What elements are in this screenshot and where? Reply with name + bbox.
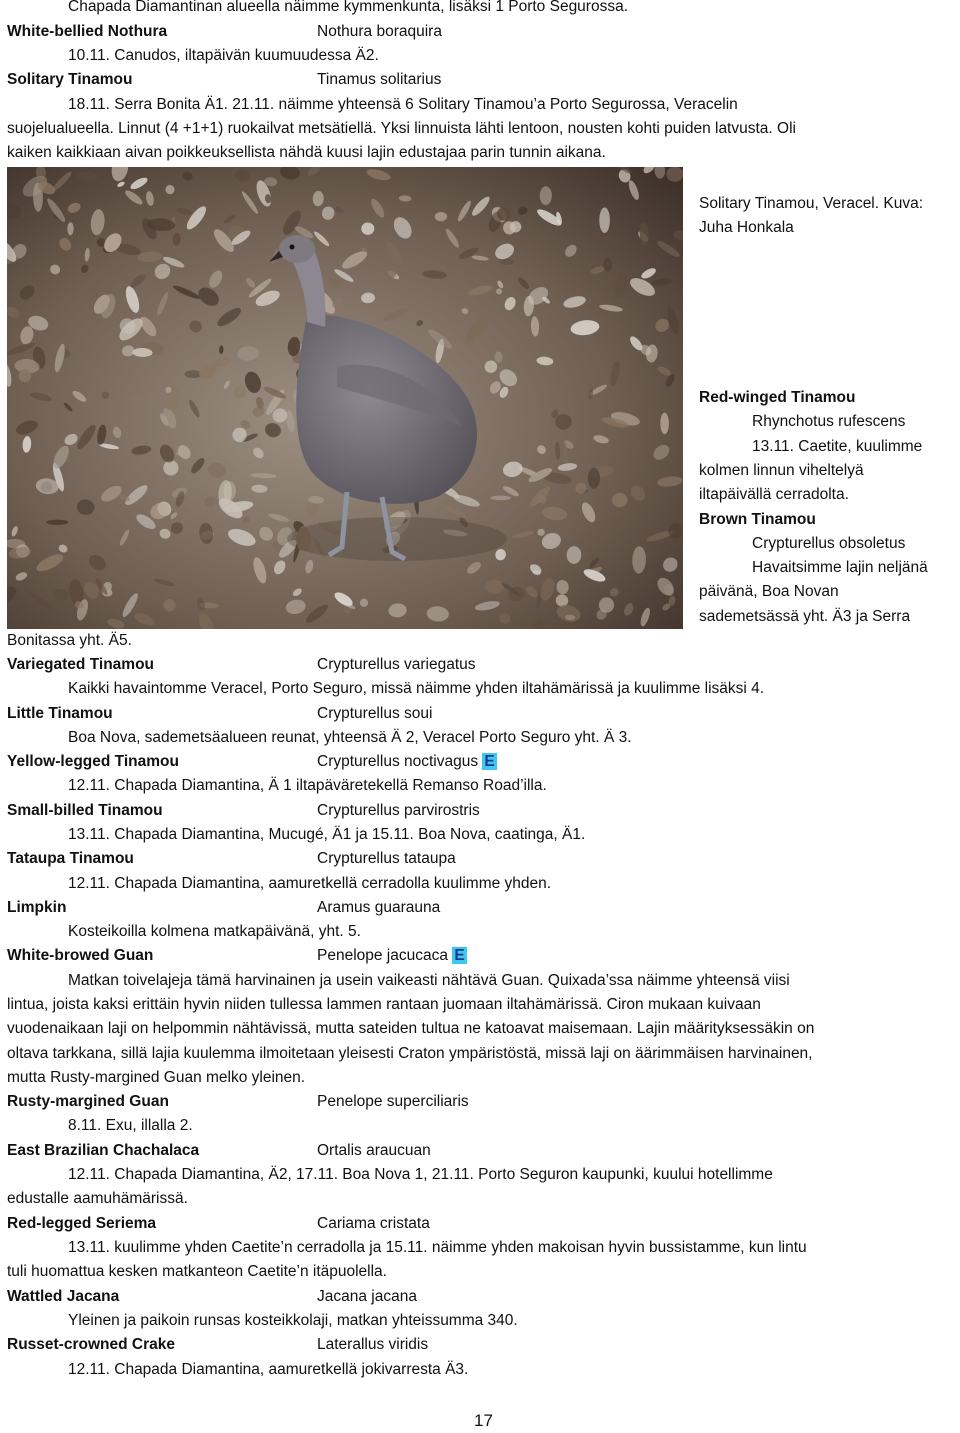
species-note: kaiken kaikkiaan aivan poikkeuksellista nähdä kuusi lajin edustajaa parin tunnin aikana.	[7, 144, 606, 161]
species-sci: Crypturellus parvirostris	[317, 802, 480, 819]
species-name: Small-billed Tinamou	[7, 802, 163, 819]
species-name: White-bellied Nothura	[7, 23, 168, 40]
species-note: vuodenaikaan laji on helpommin nähtävissä, mutta sateiden tultua ne katoavat maisemaan. Lajin määrityksessäkin on	[7, 1020, 815, 1037]
species-name: Rusty-margined Guan	[7, 1093, 169, 1110]
species-note: 13.11. Chapada Diamantina, Mucugé, Ä1 ja 15.11. Boa Nova, caatinga, Ä1.	[68, 826, 586, 843]
species-name: Solitary Tinamou	[7, 71, 133, 88]
species-note: 13.11. kuulimme yhden Caetite’n cerradolla ja 15.11. näimme yhden makoisan hyvin bussistamme, kun lintu	[68, 1239, 807, 1256]
photo-caption: Juha Honkala	[699, 219, 794, 236]
species-note: lintua, joista kaksi erittäin hyvin niiden tullessa lammen rantaan juomaan iltahämärissä. Ciron mukaan kuivaan	[7, 996, 761, 1013]
intro-line: Chapada Diamantinan alueella näimme kymmenkunta, lisäksi 1 Porto Segurossa.	[68, 0, 629, 15]
species-note: mutta Rusty-margined Guan melko yleinen.	[7, 1069, 306, 1086]
species-sci: Tinamus solitarius	[317, 71, 442, 88]
species-sci: Crypturellus obsoletus	[752, 535, 906, 552]
species-name: Variegated Tinamou	[7, 656, 155, 673]
species-name: Red-winged Tinamou	[699, 389, 856, 406]
page-number: 17	[474, 1411, 493, 1430]
species-note: 12.11. Chapada Diamantina, aamuretkellä jokivarresta Ä3.	[68, 1361, 469, 1378]
species-sci: Penelope jacucaca E	[317, 947, 465, 964]
species-sci: Cariama cristata	[317, 1215, 430, 1232]
species-note: tuli huomattua kesken matkanteon Caetite’n itäpuolella.	[7, 1263, 387, 1280]
species-note: suojelualueella. Linnut (4 +1+1) ruokailvat metsätiellä. Yksi linnuista lähti lentoon, nousten kohti puiden latvusta. Oli	[7, 120, 796, 137]
species-note: kolmen linnun viheltelyä	[699, 462, 864, 479]
bird-photo	[7, 167, 683, 629]
species-note: edustalle aamuhämärissä.	[7, 1190, 188, 1207]
species-name: White-browed Guan	[7, 947, 154, 964]
species-note: sademetsässä yht. Ä3 ja Serra	[699, 608, 911, 625]
species-note: Bonitassa yht. Ä5.	[7, 632, 132, 649]
species-name: Russet-crowned Crake	[7, 1336, 175, 1353]
species-sci: Aramus guarauna	[317, 899, 441, 916]
species-note: oltava tarkkana, sillä lajia kuulemma ilmoitetaan yleisesti Craton ympäristöstä, missä laji on äärimmäisen harvinainen,	[7, 1045, 813, 1062]
species-sci: Crypturellus noctivagus E	[317, 753, 495, 770]
solitary-tinamou-photo	[7, 167, 683, 629]
species-name: Limpkin	[7, 899, 67, 916]
species-name: Little Tinamou	[7, 705, 113, 722]
species-name: Wattled Jacana	[7, 1288, 120, 1305]
species-note: 8.11. Exu, illalla 2.	[68, 1117, 193, 1134]
species-note: Yleinen ja paikoin runsas kosteikkolaji, matkan yhteissumma 340.	[68, 1312, 518, 1329]
species-note: Boa Nova, sademetsäalueen reunat, yhteensä Ä 2, Veracel Porto Seguro yht. Ä 3.	[68, 729, 632, 746]
endemic-badge: E	[454, 947, 465, 964]
species-sci: Crypturellus variegatus	[317, 656, 476, 673]
species-name: Brown Tinamou	[699, 511, 816, 528]
species-note: Kaikki havaintomme Veracel, Porto Seguro, missä näimme yhden iltahämärissä ja kuulimme lisäksi 4.	[68, 680, 765, 697]
species-note: 10.11. Canudos, iltapäivän kuumuudessa Ä2.	[68, 47, 379, 64]
species-note: 18.11. Serra Bonita Ä1. 21.11. näimme yhteensä 6 Solitary Tinamou’a Porto Segurossa, Veracelin	[68, 96, 738, 113]
species-sci: Crypturellus soui	[317, 705, 433, 722]
species-sci: Nothura boraquira	[317, 23, 442, 40]
species-note: päivänä, Boa Novan	[699, 583, 839, 600]
species-name: East Brazilian Chachalaca	[7, 1142, 200, 1159]
species-note: 12.11. Chapada Diamantina, aamuretkellä cerradolla kuulimme yhden.	[68, 875, 552, 892]
species-sci: Crypturellus tataupa	[317, 850, 456, 867]
species-sci: Ortalis araucuan	[317, 1142, 431, 1159]
species-name: Yellow-legged Tinamou	[7, 753, 179, 770]
species-note: 12.11. Chapada Diamantina, Ä 1 iltapäväretekellä Remanso Road’illa.	[68, 777, 547, 794]
species-note: 12.11. Chapada Diamantina, Ä2, 17.11. Boa Nova 1, 21.11. Porto Seguron kaupunki, kuului hotellimme	[68, 1166, 773, 1183]
species-sci: Rhynchotus rufescens	[752, 413, 906, 430]
species-sci: Laterallus viridis	[317, 1336, 429, 1353]
species-sci: Jacana jacana	[317, 1288, 417, 1305]
species-note: 13.11. Caetite, kuulimme	[752, 438, 923, 455]
endemic-badge: E	[484, 753, 495, 770]
species-name: Red-legged Seriema	[7, 1215, 157, 1232]
photo-caption: Solitary Tinamou, Veracel. Kuva:	[699, 195, 924, 212]
species-sci: Penelope superciliaris	[317, 1093, 469, 1110]
species-note: Matkan toivelajeja tämä harvinainen ja usein vaikeasti nähtävä Guan. Quixada’ssa näimme yhteensä viisi	[68, 972, 790, 989]
species-note: iltapäivällä cerradolta.	[699, 486, 849, 503]
species-note: Kosteikoilla kolmena matkapäivänä, yht. 5.	[68, 923, 361, 940]
species-note: Havaitsimme lajin neljänä	[752, 559, 928, 576]
species-name: Tataupa Tinamou	[7, 850, 134, 867]
